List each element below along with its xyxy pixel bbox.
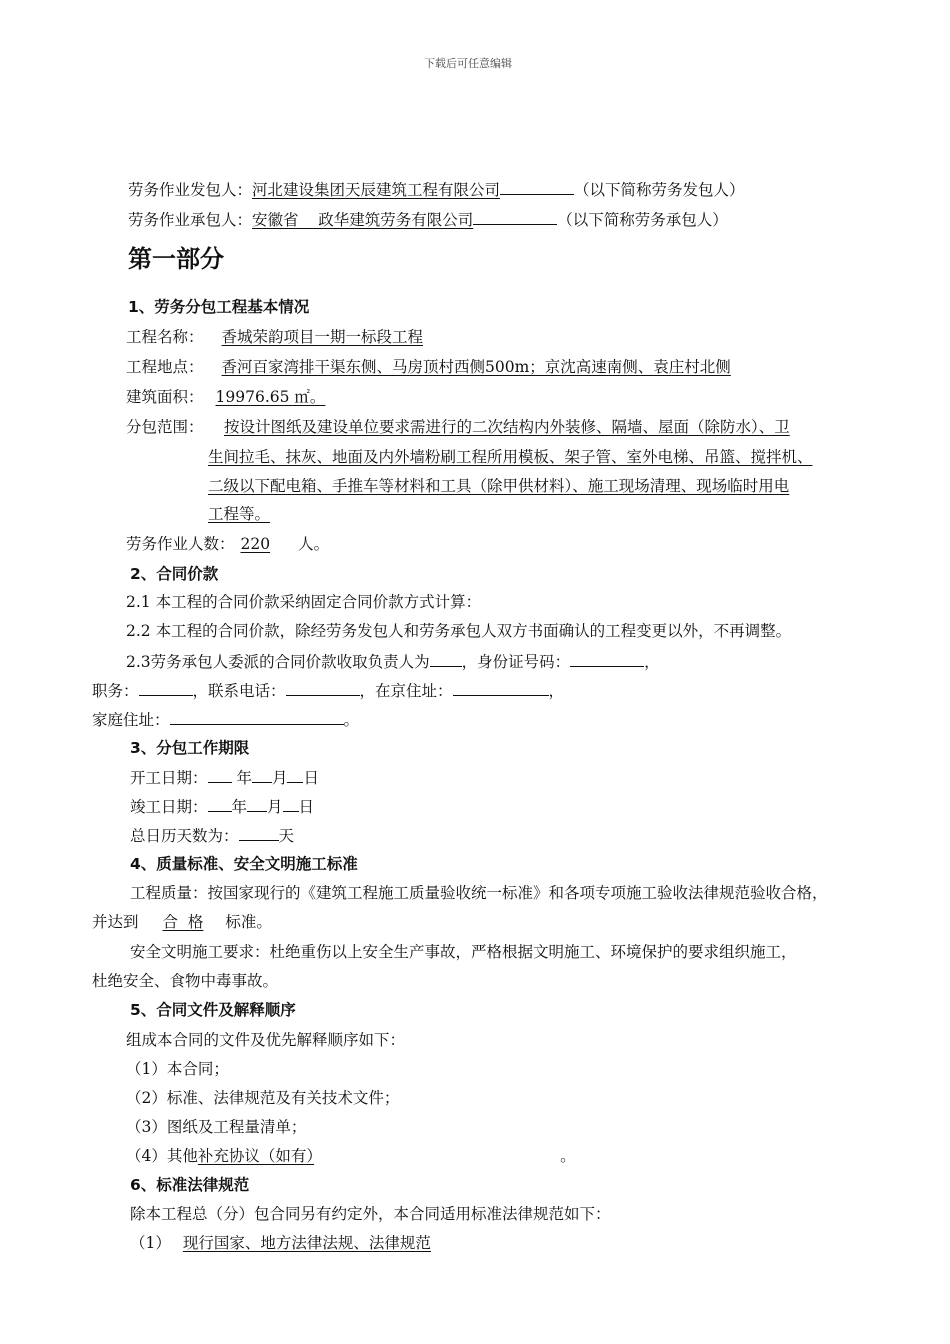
project-area-value: 19976.65 ㎡。 <box>215 388 326 406</box>
scope-label: 分包范围： <box>126 418 204 436</box>
workers-value: 220 <box>240 535 271 553</box>
start-date-row: 开工日期： 年 月 日 <box>130 766 319 789</box>
price-clause-1: 2.1 本工程的合同价款采纳固定合同价款方式计算： <box>126 593 482 611</box>
scope-line-2: 生间拉毛、抹灰、地面及内外墙粉刷工程所用模板、架子管、室外电梯、吊篮、搅拌机、 <box>208 448 813 466</box>
price-clause-3: 2.3劳务承包人委派的合同价款收取负责人为 ，身份证号码： ， <box>126 650 660 673</box>
safety-line-2: 杜绝安全、食物中毒事故。 <box>92 972 279 990</box>
quality-line-1: 工程质量：按国家现行的《建筑工程施工质量验收统一标准》和各项专项施工验收法律规范验收合格， <box>130 884 828 902</box>
scope-line-3: 二级以下配电箱、手推车等材料和工具（除甲供材料）、施工现场清理、现场临时用电 <box>208 477 790 495</box>
price-clause-2: 2.2 本工程的合同价款，除经劳务发包人和劳务承包人双方书面确认的工程变更以外，不再调整。 <box>126 622 792 640</box>
project-site-value: 香河百家湾排干渠东侧、马房顶村西侧500m；京沈高速南侧、袁庄村北侧 <box>221 358 731 376</box>
home-address-row: 家庭住址： 。 <box>92 708 359 731</box>
scope-line-1: 按设计图纸及建设单位要求需进行的二次结构内外装修、隔墙、屋面（除防水）、卫 <box>224 418 790 436</box>
project-site-row: 工程地点： 香河百家湾排干渠东侧、马房顶村西侧500m；京沈高速南侧、袁庄村北侧 <box>126 356 755 378</box>
contractor-name: 安徽省 政华建筑劳务有限公司 <box>252 211 474 229</box>
document-item-1: （1）本合同； <box>126 1060 229 1078</box>
project-area-row: 建筑面积： 19976.65 ㎡。 <box>126 386 333 408</box>
standards-intro: 除本工程总（分）包合同另有约定外，本合同适用标准法律规范如下： <box>130 1205 611 1223</box>
part-title: 第一部分 <box>128 245 224 273</box>
documents-intro: 组成本合同的文件及优先解释顺序如下： <box>126 1031 406 1049</box>
project-name-value: 香城荣韵项目一期一标段工程 <box>221 328 424 346</box>
document-item-2: （2）标准、法律规范及有关技术文件； <box>126 1089 400 1107</box>
document-item-4: （4）其他补充协议（如有） 。 <box>126 1147 576 1165</box>
contact-row: 职务： ，联系电话： ，在京住址： ， <box>92 679 564 702</box>
section1-heading: 1、劳务分包工程基本情况 <box>128 298 310 316</box>
document-item-3: （3）图纸及工程量清单； <box>126 1118 307 1136</box>
workers-row: 劳务作业人数： 220 人。 <box>126 535 330 553</box>
total-days-row: 总日历天数为： 天 <box>130 824 294 847</box>
standards-item-1-value: 现行国家、地方法律法规、法律规范 <box>182 1234 431 1252</box>
standards-item-1: （1） 现行国家、地方法律法规、法律规范 <box>130 1232 649 1254</box>
section2-heading: 2、合同价款 <box>130 565 219 583</box>
safety-line-1: 安全文明施工要求：杜绝重伤以上安全生产事故，严格根据文明施工、环境保护的要求组织施工， <box>130 943 797 961</box>
quality-grade: 合 格 <box>162 913 204 931</box>
other-documents-value: 补充协议（如有） <box>197 1147 315 1165</box>
header-note: 下载后可任意编辑 <box>424 57 512 70</box>
contractor-line: 劳务作业承包人：安徽省 政华建筑劳务有限公司 （以下简称劳务承包人） <box>128 208 728 231</box>
project-name-row: 工程名称： 香城荣韵项目一期一标段工程 <box>126 326 483 348</box>
scope-line-4: 工程等。 <box>208 505 271 523</box>
section6-heading: 6、标准法律规范 <box>130 1176 250 1194</box>
section5-heading: 5、合同文件及解释顺序 <box>130 1001 296 1019</box>
section4-heading: 4、质量标准、安全文明施工标准 <box>130 855 358 873</box>
employer-line: 劳务作业发包人：河北建设集团天辰建筑工程有限公司 （以下简称劳务发包人） <box>128 178 745 201</box>
end-date-row: 竣工日期： 年 月 日 <box>130 795 314 818</box>
quality-line-2: 并达到 合 格 标准。 <box>92 913 272 931</box>
section3-heading: 3、分包工作期限 <box>130 739 250 757</box>
employer-name: 河北建设集团天辰建筑工程有限公司 <box>252 181 501 199</box>
